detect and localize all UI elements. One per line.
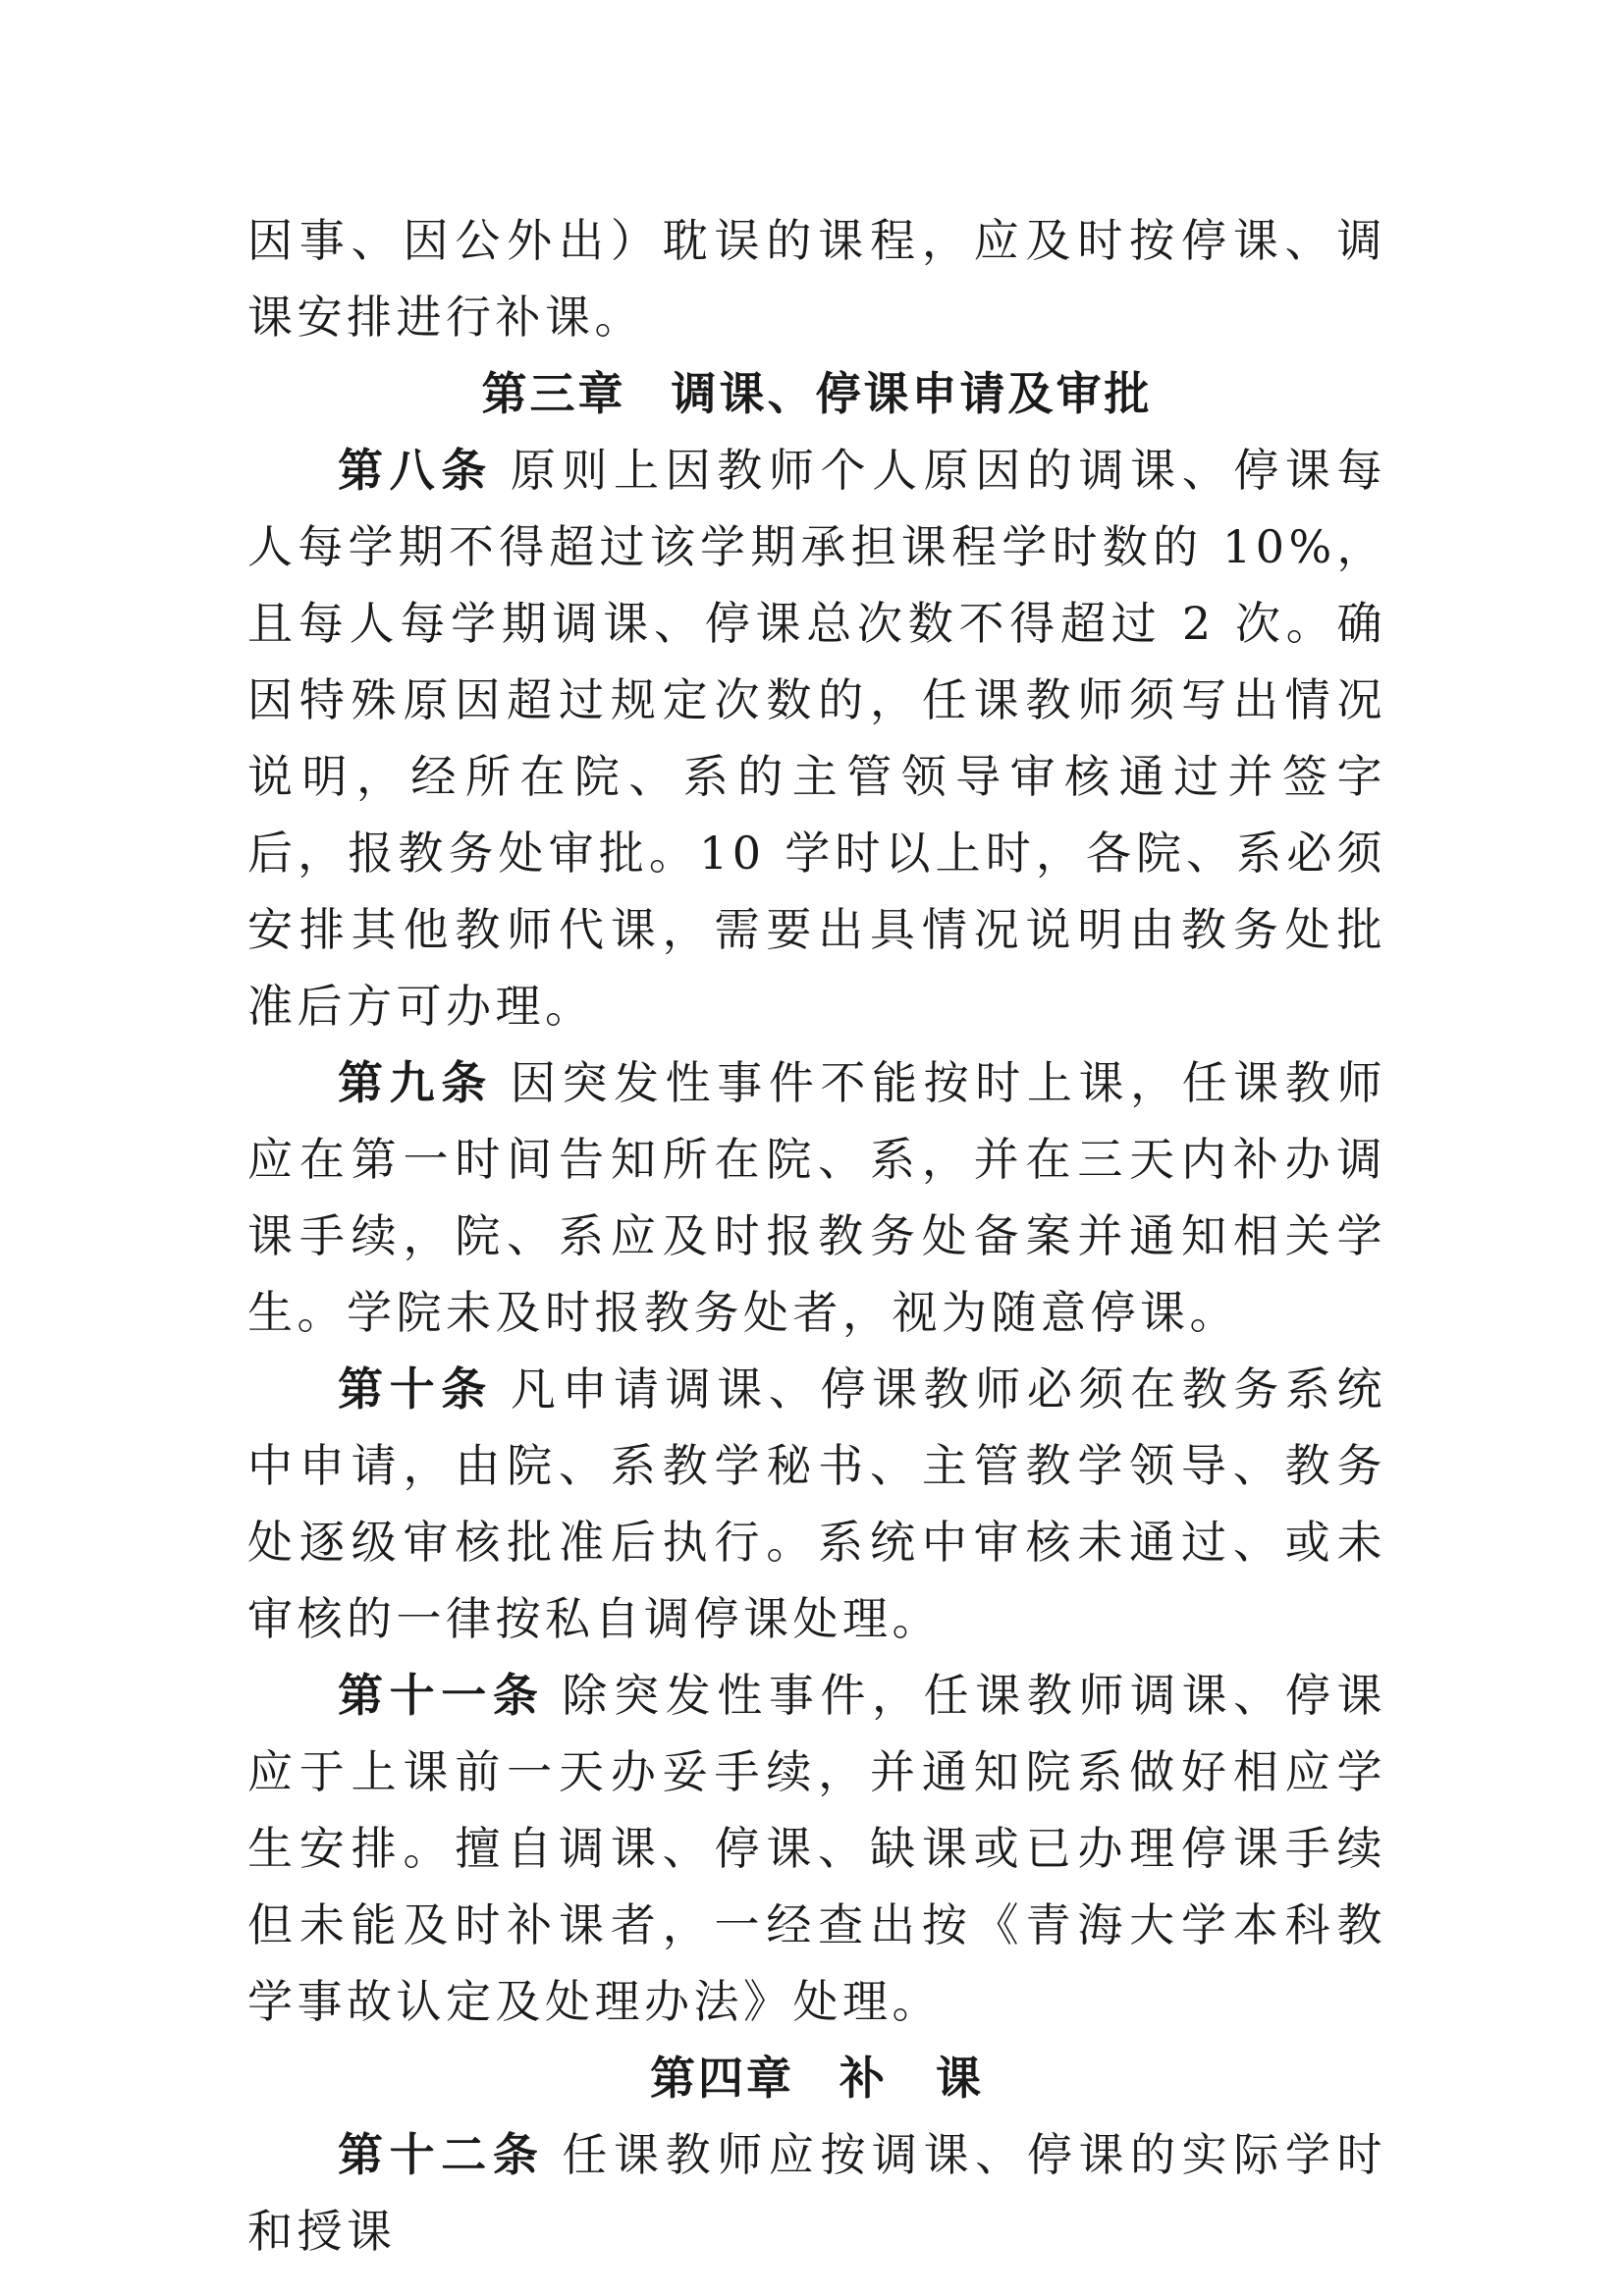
chapter-number: 第三章: [481, 367, 626, 420]
chapter-heading-3: [247, 355, 1386, 432]
article-text: 除突发性事件，任课教师调课、停课应于上课前一天办妥手续，并通知院系做好相应学生安排。擅自调课、停课、缺课或已办理停课手续但未能及时补课者，一经查出按《青海大学本科教学事故认定及处理办法》处理。: [247, 1669, 1387, 2028]
article-text: 凡申请调课、停课教师必须在教务系统中申请，由院、系教学秘书、主管教学领导、教务处逐级审核批准后执行。系统中审核未通过、或未审核的一律按私自调停课处理。: [247, 1362, 1387, 1645]
article-label: 第九条: [338, 1056, 493, 1109]
continuation-paragraph: 因事、因公外出）耽误的课程，应及时按停课、调课安排进行补课。: [247, 214, 1386, 344]
article-paragraph-8: [247, 432, 1386, 1044]
chapter-heading-4: [247, 2040, 1386, 2116]
article-paragraph-11: [247, 1657, 1386, 2040]
chapter-title: 补 课: [839, 2052, 984, 2105]
article-text: 任课教师应按调课、停课的实际学时和授课: [247, 2128, 1387, 2258]
article-paragraph-10: [247, 1351, 1386, 1657]
article-label: 第十一条: [338, 1669, 545, 1722]
chapter-title: 调课、停课申请及审批: [671, 367, 1153, 420]
article-text: 因突发性事件不能按时上课，任课教师应在第一时间告知所在院、系，并在三天内补办调课手续，院、系应及时报教务处备案并通知相关学生。学院未及时报教务处者，视为随意停课。: [247, 1056, 1387, 1339]
chapter-number: 第四章: [650, 2052, 794, 2105]
article-paragraph-12: [247, 2116, 1386, 2269]
article-text: 原则上因教师个人原因的调课、停课每人每学期不得超过该学期承担课程学时数的 10%，且每人每学期调课、停课总次数不得超过 2 次。确因特殊原因超过规定次数的，任课教师须写出情况说明，经所在院、系的主管领导审核通过并签字后，报教务处审批。10 学时以上时，各院、系必须安排其他教师代课，需要出具情况说明由教务处批准后方可办理。: [247, 444, 1387, 1033]
article-label: 第十二条: [338, 2128, 545, 2181]
document-body: [247, 202, 1386, 2269]
article-paragraph-9: [247, 1044, 1386, 1351]
article-label: 第八条: [338, 444, 493, 497]
article-label: 第十条: [338, 1362, 493, 1415]
